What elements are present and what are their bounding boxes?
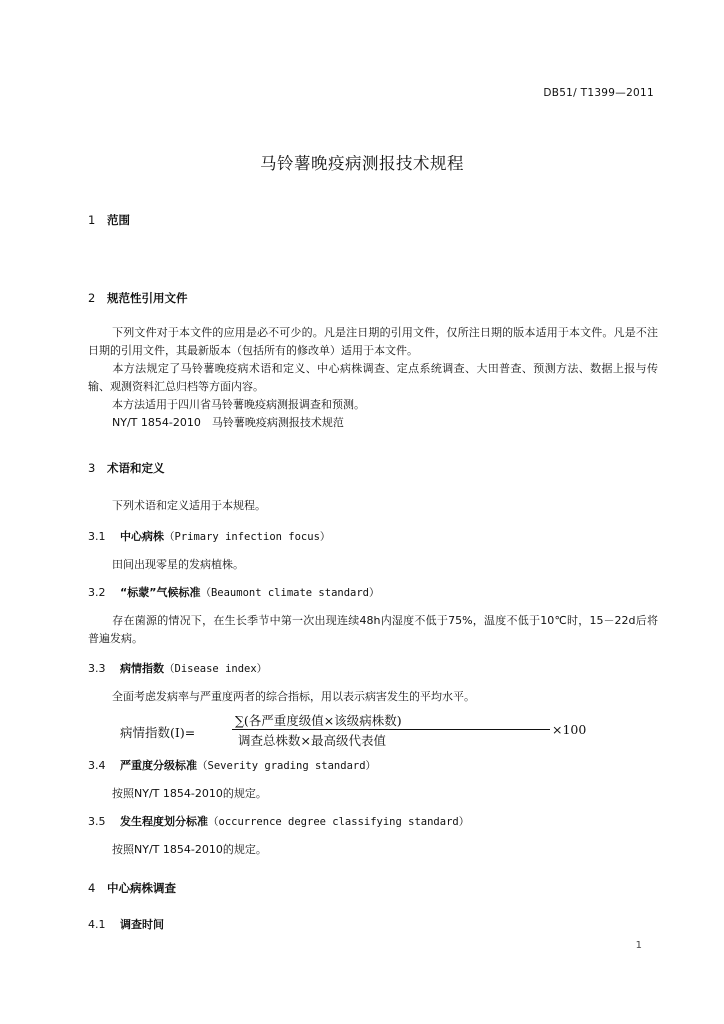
paragraph [88,396,658,414]
subsection-english-title: （Severity grading standard） [197,760,377,772]
document-code: DB51/ T1399—2011 [543,87,654,99]
subsection-4-1-heading [88,916,164,932]
fraction-bar [232,729,550,730]
subsection-title: “标蒙”气候标准 [120,586,201,599]
subsection-number: 3.5 [88,815,106,828]
subsection-number: 3.1 [88,530,106,543]
paragraph-text: 下列文件对于本文件的应用是必不可少的。凡是注日期的引用文件，仅所注日期的版本适用于本文件。凡是不注日期的引用文件，其最新版本（包括所有的修改单）适用于本文件。 [88,326,658,357]
subsection-title: 中心病株 [120,530,164,543]
paragraph-text: 本方法适用于四川省马铃薯晚疫病测报调查和预测。 [112,398,365,411]
subsection-english-title: （Disease index） [164,663,268,675]
section-title: 术语和定义 [107,461,165,475]
subsection-3-3-heading [88,660,267,676]
formula-lhs: 病情指数(I)= [120,725,196,740]
formula-denominator: 调查总株数×最高级代表值 [238,733,386,748]
section-title: 规范性引用文件 [107,291,188,305]
formula-multiplier: ×100 [552,722,587,737]
paragraph-text: 本方法规定了马铃薯晚疫病术语和定义、中心病株调查、定点系统调查、大田普查、预测方法、数据上报与传输、观测资料汇总归档等方面内容。 [88,362,658,393]
page-number: 1 [635,940,642,951]
page-title: 马铃薯晚疫病测报技术规程 [260,154,464,173]
section-title: 中心病株调查 [107,881,176,895]
definition-text [88,612,658,648]
subsection-title: 病情指数 [120,662,164,675]
paragraph [88,360,658,396]
section-number: 1 [88,213,96,227]
formula-numerator: ∑(各严重度级值×该级病株数) [235,713,402,728]
paragraph-text: 存在菌源的情况下，在生长季节中第一次出现连续48h内湿度不低于75%，温度不低于10℃时，15－22d后将普遍发病。 [88,614,658,645]
subsection-3-2-heading [88,584,380,600]
section-number: 2 [88,291,96,305]
section-1-heading [88,212,130,228]
subsection-english-title: （occurrence degree classifying standard） [208,816,470,828]
subsection-3-1-heading [88,528,330,544]
subsection-number: 3.4 [88,759,106,772]
normative-reference: NY/T 1854-2010 马铃薯晚疫病测报技术规范 [112,416,344,429]
subsection-title: 调查时间 [120,918,164,931]
subsection-3-5-heading [88,813,469,829]
section-title: 范围 [107,213,130,227]
subsection-number: 4.1 [88,918,106,931]
section-4-heading [88,880,176,896]
subsection-english-title: （Beaumont climate standard） [200,587,380,599]
definition-text: 按照NY/T 1854-2010的规定。 [112,787,267,800]
section-3-heading [88,460,165,476]
paragraph [88,324,658,360]
subsection-number: 3.2 [88,586,106,599]
subsection-number: 3.3 [88,662,106,675]
subsection-title: 严重度分级标准 [120,759,197,772]
section-3-intro: 下列术语和定义适用于本规程。 [112,499,266,512]
definition-text: 按照NY/T 1854-2010的规定。 [112,843,267,856]
subsection-title: 发生程度划分标准 [120,815,208,828]
subsection-english-title: （Primary infection focus） [164,531,331,543]
definition-text: 田间出现零星的发病植株。 [112,558,244,571]
section-number: 3 [88,461,96,475]
section-2-heading [88,290,188,306]
definition-text: 全面考虑发病率与严重度两者的综合指标，用以表示病害发生的平均水平。 [112,690,475,703]
subsection-3-4-heading [88,757,376,773]
section-number: 4 [88,881,96,895]
disease-index-formula [120,713,587,749]
